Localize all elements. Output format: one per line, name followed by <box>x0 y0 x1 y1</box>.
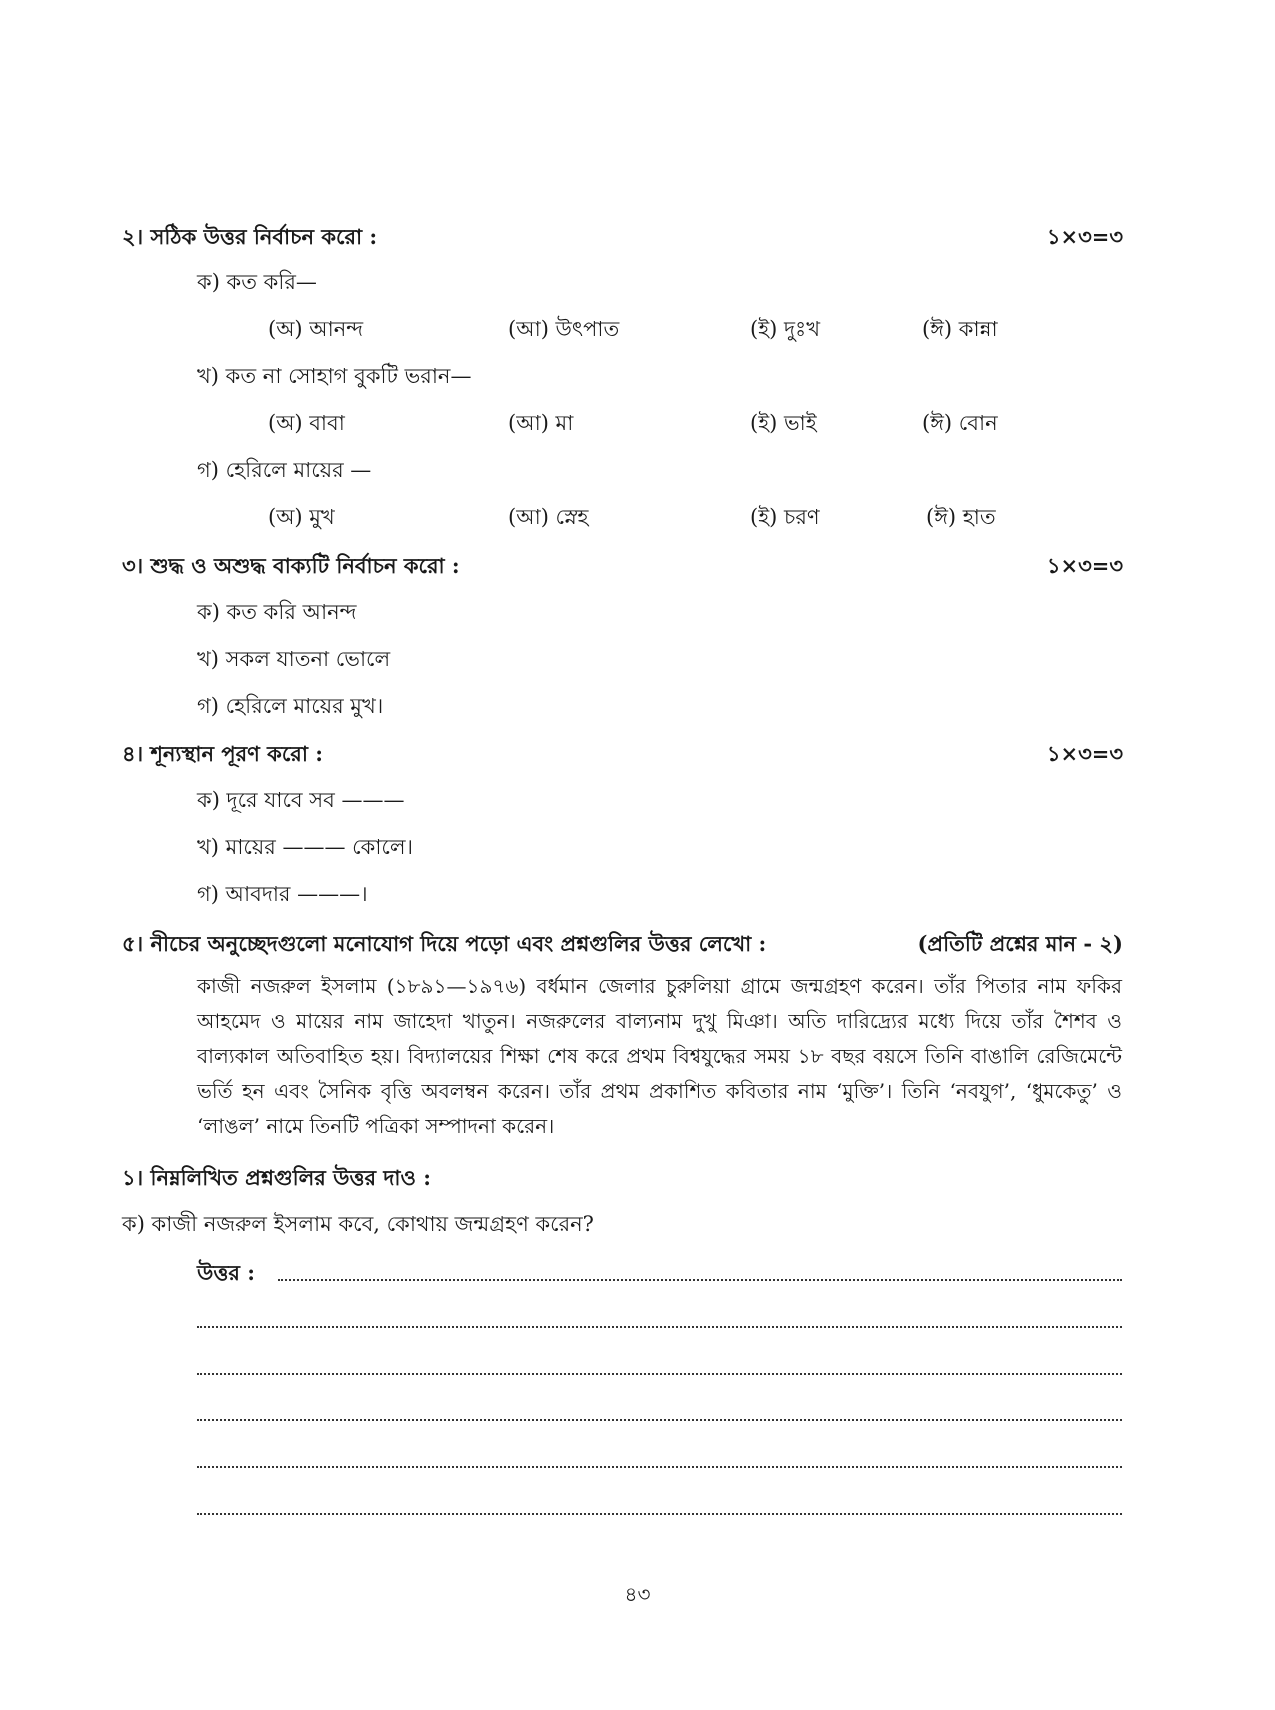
q4-item-ga: গ) আবদার ———। <box>197 882 368 906</box>
answer-label: উত্তর : <box>197 1260 255 1285</box>
answer-line-3[interactable] <box>197 1373 1122 1375</box>
q3-marks: ১×৩=৩ <box>1046 553 1123 578</box>
q2-marks: ১×৩=৩ <box>1046 224 1123 249</box>
q2-ga-option-aa: (আ) স্নেহ <box>508 505 589 529</box>
answer-line-6[interactable] <box>197 1513 1122 1515</box>
q2-ga-option-a: (অ) মুখ <box>268 505 335 529</box>
q2-ka-option-ii: (ঈ) কান্না <box>922 317 998 341</box>
q2-kha-option-i: (ই) ভাই <box>750 411 817 435</box>
q2-kha-option-aa: (আ) মা <box>508 411 574 435</box>
answer-line-4[interactable] <box>197 1419 1122 1421</box>
q4-heading: ৪। শূন্যস্থান পূরণ করো : <box>122 741 323 766</box>
q2-item-ga: গ) হেরিলে মায়ের — <box>197 458 372 482</box>
answer-line-1[interactable] <box>278 1279 1122 1281</box>
q2-kha-option-a: (অ) বাবা <box>268 411 345 435</box>
q2-heading: ২। সঠিক উত্তর নির্বাচন করো : <box>122 224 378 249</box>
q2-ka-option-a: (অ) আনন্দ <box>268 317 364 341</box>
answer-line-5[interactable] <box>197 1466 1122 1468</box>
page-number: ৪৩ <box>624 1582 651 1606</box>
q3-heading: ৩। শুদ্ধ ও অশুদ্ধ বাক্যটি নির্বাচন করো : <box>122 553 460 578</box>
q2-ka-option-aa: (আ) উৎপাত <box>508 317 620 341</box>
q5-heading: ৫। নীচের অনুচ্ছেদগুলো মনোযোগ দিয়ে পড়ো এবং প্রশ্নগুলির উত্তর লেখো : <box>122 931 767 956</box>
q5-question-ka: ক) কাজী নজরুল ইসলাম কবে, কোথায় জন্মগ্রহণ করেন? <box>122 1212 594 1236</box>
q2-item-kha: খ) কত না সোহাগ বুকটি ভরান— <box>197 364 472 388</box>
q5-marks: (প্রতিটি প্রশ্নের মান - ২) <box>917 931 1123 956</box>
answer-line-2[interactable] <box>197 1326 1122 1328</box>
q2-kha-option-ii: (ঈ) বোন <box>922 411 998 435</box>
q2-ga-option-ii: (ঈ) হাত <box>926 505 996 529</box>
q3-item-ga: গ) হেরিলে মায়ের মুখ। <box>197 694 384 718</box>
q2-ka-option-i: (ই) দুঃখ <box>750 317 821 341</box>
q4-item-ka: ক) দূরে যাবে সব ——— <box>197 788 405 812</box>
q5-sub-heading: ১। নিম্নলিখিত প্রশ্নগুলির উত্তর দাও : <box>122 1165 432 1190</box>
q2-ga-option-i: (ই) চরণ <box>750 505 820 529</box>
q3-item-kha: খ) সকল যাতনা ভোলে <box>197 647 391 671</box>
q4-item-kha: খ) মায়ের ——— কোলে। <box>197 835 414 859</box>
q5-passage: কাজী নজরুল ইসলাম (১৮৯১—১৯৭৬) বর্ধমান জেলার চুরুলিয়া গ্রামে জন্মগ্রহণ করেন। তাঁর পিতার নাম ফকির আহমেদ ও মায়ের নাম জাহেদা খাতুন। নজরুলের বাল্যনাম দুখু মিঞা। অতি দারিদ্র্যের মধ্যে দিয়ে তাঁর শৈশব ও বাল্যকাল অতিবাহিত হয়। বিদ্যালয়ের শিক্ষা শেষ করে প্রথম বিশ্বযুদ্ধের সময় ১৮ বছর বয়সে তিনি বাঙালি রেজিমেন্টে ভর্তি হন এবং সৈনিক বৃত্তি অবলম্বন করেন। তাঁর প্রথম প্রকাশিত কবিতার নাম ‘মুক্তি’। তিনি ‘নবযুগ’, ‘ধুমকেতু’ ও ‘লাঙল’ নামে তিনটি পত্রিকা সম্পাদনা করেন। <box>197 974 1122 1138</box>
q3-item-ka: ক) কত করি আনন্দ <box>197 600 357 624</box>
q4-marks: ১×৩=৩ <box>1046 741 1123 766</box>
q2-item-ka: ক) কত করি— <box>197 270 317 294</box>
